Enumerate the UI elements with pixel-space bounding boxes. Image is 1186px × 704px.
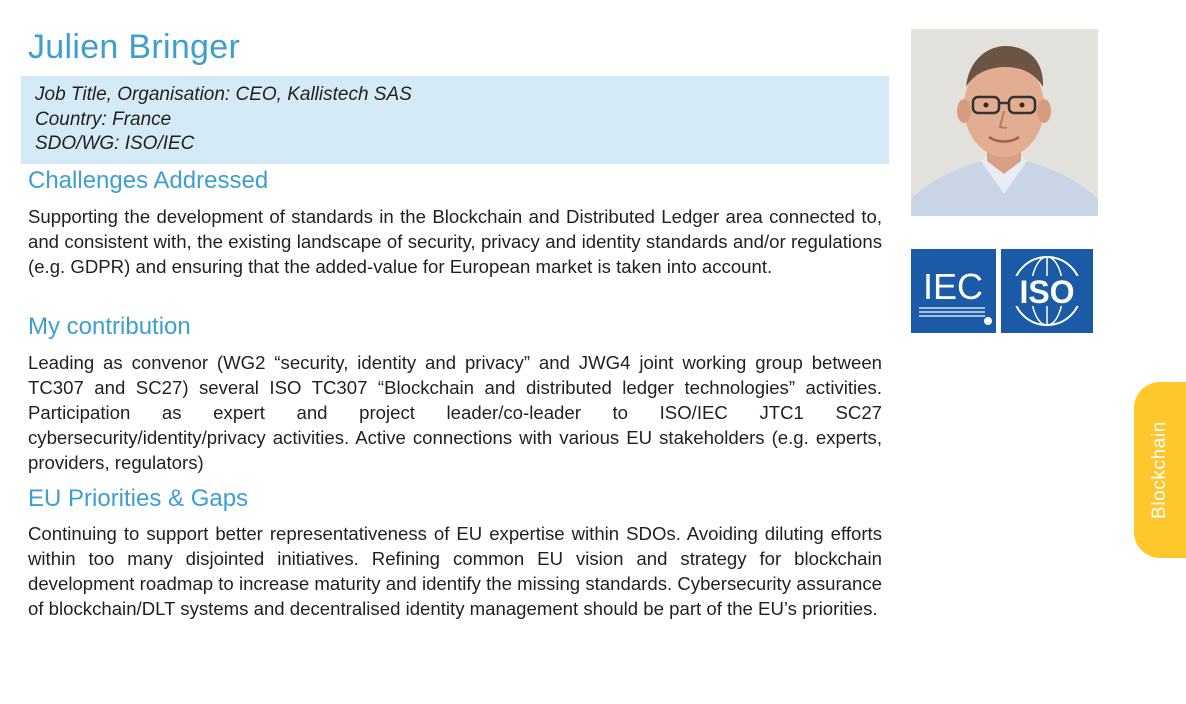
challenges-text: Supporting the development of standards in the Blockchain and Distributed Ledger area connected to, and consistent with, the existing landscape of security, privacy and identity standards and/or regulations (e.g. GDPR) and ensuring that the added-value for European market is taken into account. — [28, 206, 882, 277]
country: Country: France — [35, 108, 172, 130]
iec-logo-text: IEC — [922, 266, 984, 307]
contribution-heading: My contribution — [28, 313, 191, 340]
contribution-text: Leading as convenor (WG2 “security, identity and privacy” and JWG4 joint working group between TC307 and SC27) several ISO TC307 “Blockchain and distributed ledger technologies” activities. Participation as expert and project leader/co-leader to ISO/IEC JTC1 SC27 cybersecurity/identity/privacy activities. Active connections with various EU stakeholders (e.g. experts, providers, regulators) — [28, 352, 882, 473]
priorities-heading: EU Priorities & Gaps — [28, 485, 249, 512]
priorities-text: Continuing to support better representativeness of EU expertise within SDOs. Avoiding diluting efforts within too many disjointed initiatives. Refining common EU vision and strategy for blockchain development roadmap to increase maturity and identify the missing standards. Cybersecurity assurance of blockchain/DLT systems and decentralised identity management should be part of the EU’s priorities. — [28, 523, 882, 619]
profile-info-box — [21, 76, 889, 164]
iso-logo-text: ISO — [1019, 274, 1075, 310]
challenges-heading: Challenges Addressed — [28, 167, 269, 194]
person-portrait-icon — [911, 29, 1098, 216]
category-tab-label: Blockchain — [1149, 421, 1170, 519]
person-name: Julien Bringer — [28, 28, 241, 66]
category-side-tab[interactable] — [1134, 382, 1186, 558]
sdo-wg: SDO/WG: ISO/IEC — [35, 133, 195, 154]
iec-logo — [911, 249, 996, 333]
job-title: Job Title, Organisation: CEO, Kallistech SAS — [35, 84, 412, 105]
iec-iso-logos — [911, 249, 1093, 333]
iso-logo — [1001, 249, 1093, 333]
profile-photo — [911, 29, 1098, 216]
